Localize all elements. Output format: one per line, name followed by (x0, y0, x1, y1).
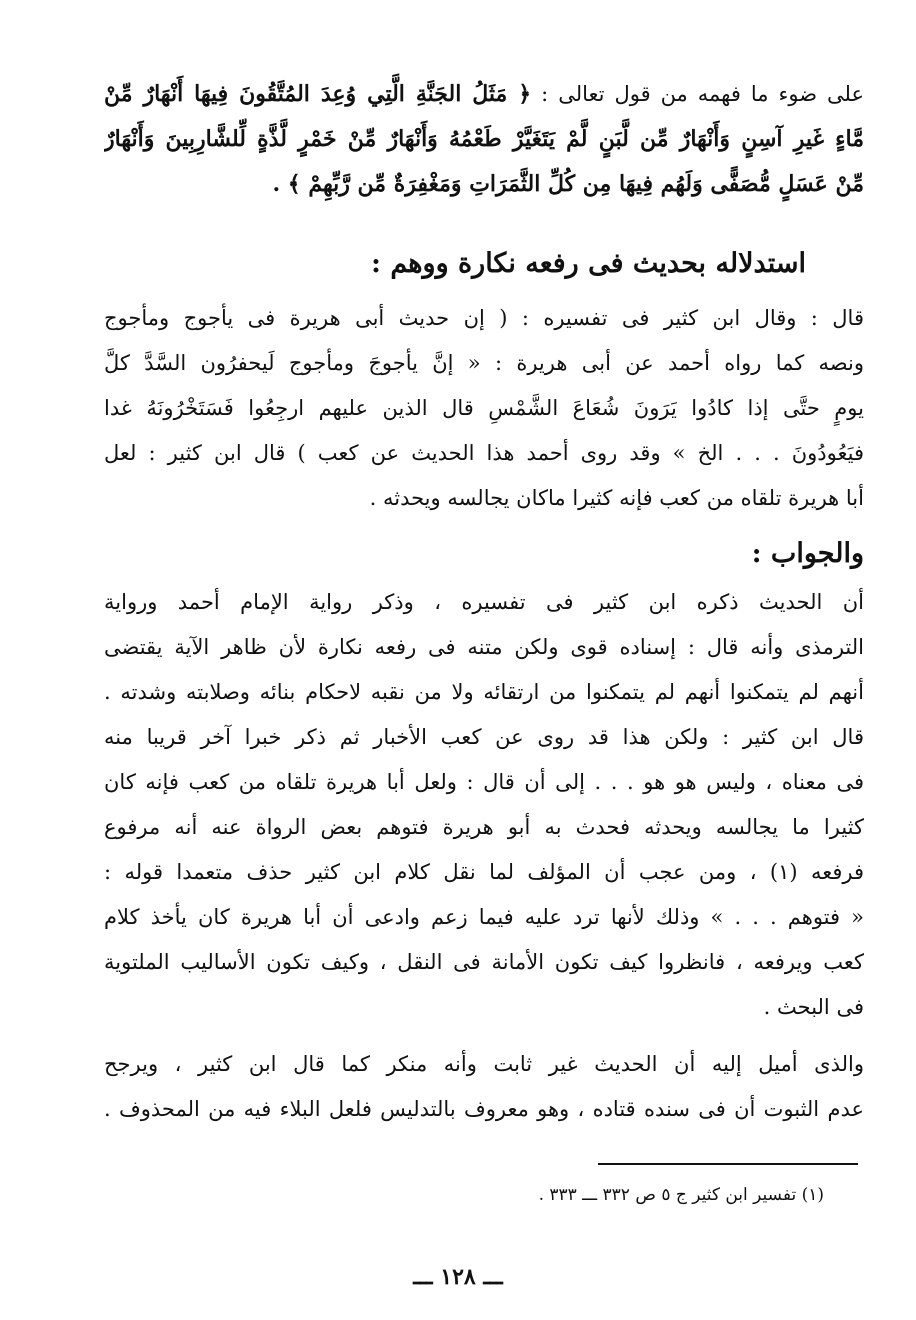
paragraph-line: قال : وقال ابن كثير فى تفسيره : ( إن حديث أبى هريرة فى يأجوج ومأجوج (104, 306, 864, 330)
verse-line-3: مِّنْ عَسَلٍ مُّصَفًّى وَلَهُم فِيهَا مِن كُلِّ الثَّمَرَاتِ وَمَغْفِرَةٌ مِّن رَّبِّهِمْ ﴾ . (272, 171, 864, 197)
paragraph-line: أنهم لم يتمكنوا أنهم لم يتمكنوا من ارتقائه ولا من نقبه لاحكام بنائه وصلابته وشدته . (104, 680, 864, 704)
paragraph-line: فيَعُودُونَ . . . الخ » وقد روى أحمد هذا الحديث عن كعب ) قال ابن كثير : لعل (104, 441, 864, 465)
paragraph-line: كعب ويرفعه ، فانظروا كيف تكون الأمانة فى النقل ، وكيف تكون الأساليب الملتوية (104, 950, 864, 974)
paragraph-line: فى معناه ، وليس هو هو . . . إلى أن قال : ولعل أبا هريرة تلقاه من كعب فإنه كان (104, 770, 864, 794)
footnote: (١) تفسير ابن كثير ج ٥ ص ٣٣٢ ـــ ٣٣٣ . (538, 1185, 824, 1205)
section-2-paragraph (104, 580, 864, 1030)
page-number: ـــ ١٢٨ ـــ (413, 1264, 503, 1290)
section-heading-2: والجواب : (751, 538, 864, 569)
section-heading-1: استدلاله بحديث فى رفعه نكارة ووهم : (370, 248, 806, 279)
paragraph-line: يومٍ حتَّى إذا كادُوا يَرَونَ شُعَاعَ الشَّمْسِ قال الذين عليهم ارجِعُوا فَسَتَخْرُونَهُ غدا (104, 396, 864, 420)
section-3-paragraph (104, 1042, 864, 1132)
paragraph-line: أبا هريرة تلقاه من كعب فإنه كثيرا ماكان يجالسه ويحدثه . (369, 486, 864, 510)
verse-text-1: ﴿ مَثَلُ الجَنَّةِ الَّتِي وُعِدَ المُتَّقُونَ فِيهَا أَنْهَارٌ مِّنْ (104, 81, 532, 107)
paragraph-line: كثيرا ما يجالسه ويحدثه فحدث به أبو هريرة فتوهم بعض الرواة عنه أنه مرفوع (104, 815, 864, 839)
paragraph-line: والذى أميل إليه أن الحديث غير ثابت وأنه منكر كما قال ابن كثير ، ويرجح (104, 1052, 864, 1076)
paragraph-line: عدم الثبوت أن فى سنده قتاده ، وهو معروف بالتدليس فلعل البلاء فيه من المحذوف . (104, 1097, 864, 1121)
paragraph-line: قال ابن كثير : ولكن هذا قد روى عن كعب الأخبار ثم ذكر خبرا آخر قريبا منه (104, 725, 864, 749)
paragraph-line: أن الحديث ذكره ابن كثير فى تفسيره ، وذكر رواية الإمام أحمد ورواية (104, 590, 864, 614)
paragraph-line: الترمذى وأنه قال : إسناده قوى ولكن متنه فى رفعه نكارة لأن ظاهر الآية يقتضى (104, 635, 864, 659)
paragraph-line: « فتوهم . . . » وذلك لأنها ترد عليه فيما زعم وادعى أن أبا هريرة كان يأخذ كلام (104, 905, 864, 929)
paragraph-line: فرفعه (١) ، ومن عجب أن المؤلف لما نقل كلام ابن كثير حذف متعمدا قوله : (104, 860, 864, 884)
verse-line-2: مَّاءٍ غَيرِ آسِنٍ وَأَنْهَارٌ مِّن لَّبَنٍ لَّمْ يَتَغَيَّرْ طَعْمُهُ وَأَنْهَارٌ مِّنْ خَمْرٍ لَّذَّةٍ لِّلشَّارِبِينَ وَأَنْهَارٌ (104, 126, 864, 152)
footnote-divider (598, 1163, 858, 1165)
section-1-paragraph (104, 296, 864, 521)
paragraph-line: ونصه كما رواه أحمد عن أبى هريرة : « إنَّ يأجوجَ ومأجوج لَيحفرُون السَّدَّ كلَّ (104, 351, 864, 375)
verse-intro: على ضوء ما فهمه من قول تعالى : (541, 82, 864, 106)
verse-line-1 (104, 72, 864, 117)
paragraph-line: فى البحث . (763, 995, 864, 1019)
quran-verse-block (104, 72, 864, 207)
